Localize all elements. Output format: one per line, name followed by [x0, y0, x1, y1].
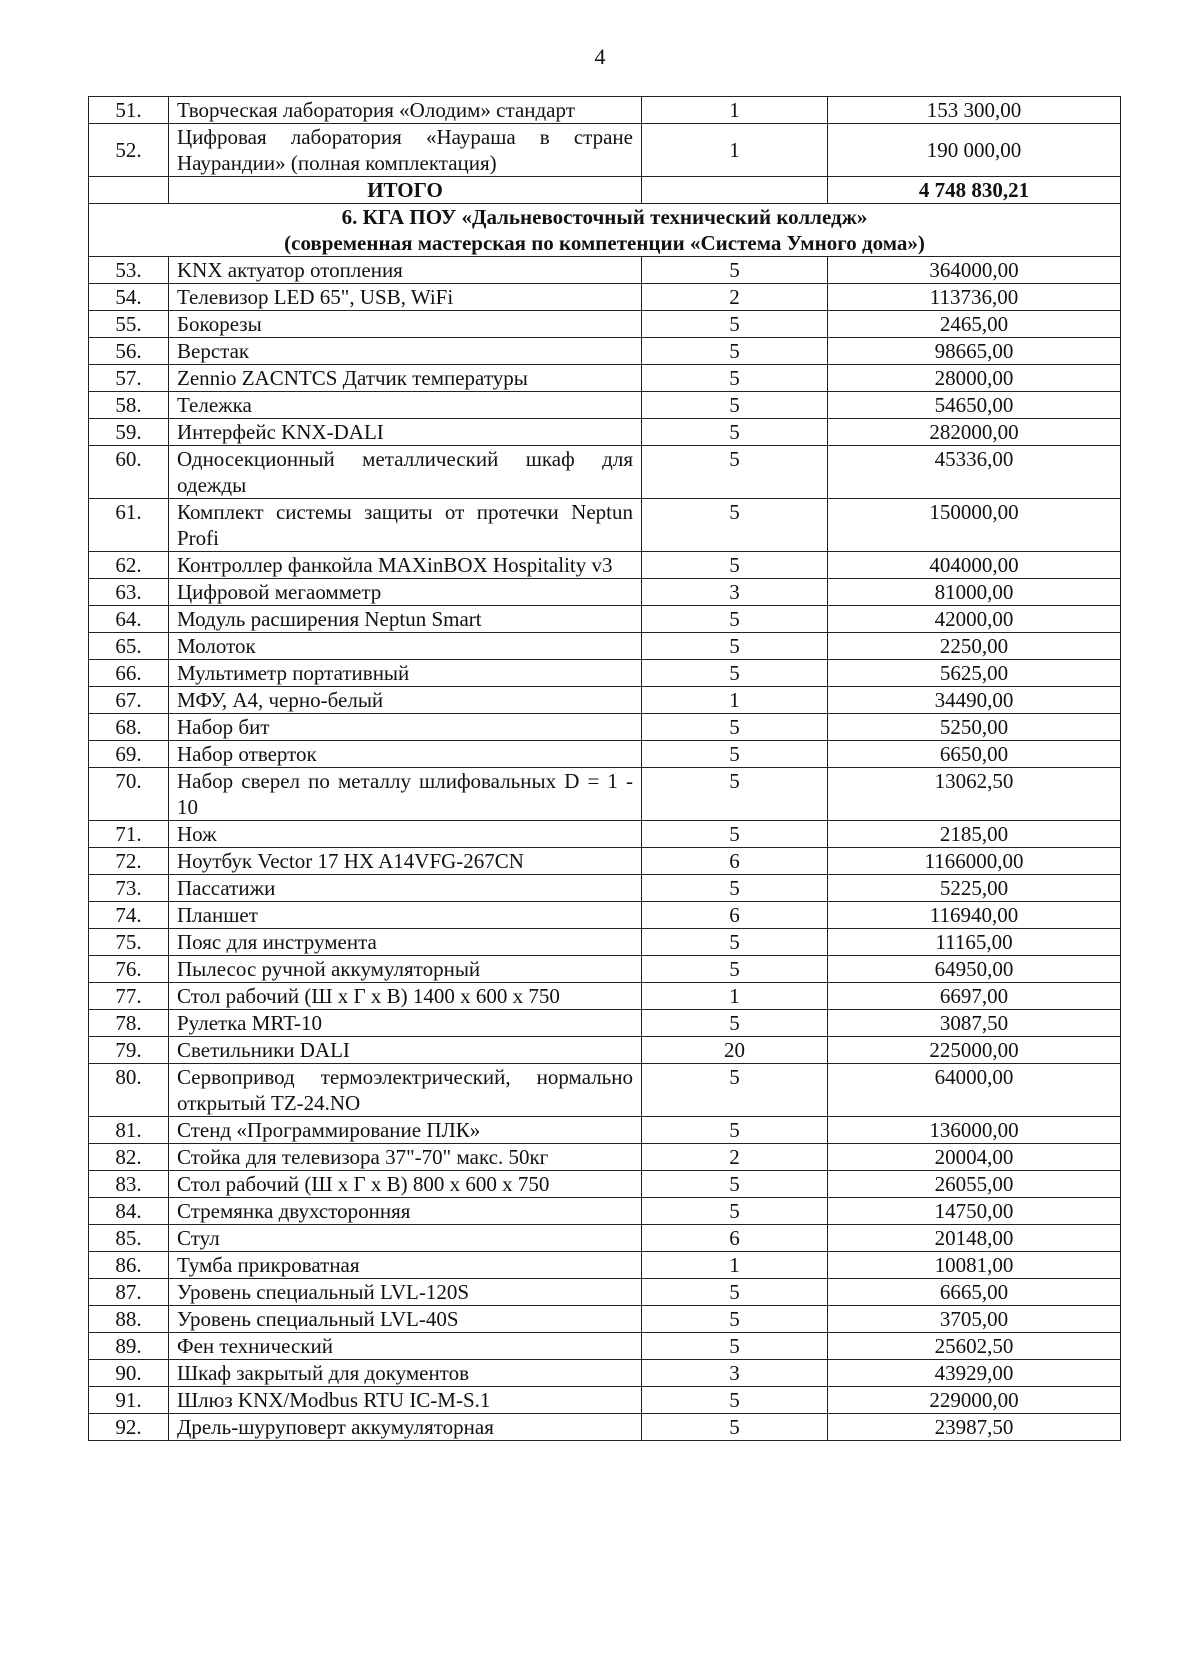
table-body-summary: [89, 177, 1121, 257]
table-row: [89, 902, 1121, 929]
item-quantity: 6: [642, 902, 828, 929]
row-number: 57.: [89, 365, 169, 392]
table-row: [89, 1414, 1121, 1441]
item-quantity: 5: [642, 741, 828, 768]
table-row: [89, 1010, 1121, 1037]
item-name: Цифровая лаборатория «Наураша в стране Наурандии» (полная комплектация): [169, 124, 642, 177]
item-sum: 2250,00: [828, 633, 1121, 660]
item-quantity: 1: [642, 97, 828, 124]
item-name: Шкаф закрытый для документов: [169, 1360, 642, 1387]
row-number: 53.: [89, 257, 169, 284]
item-quantity: 5: [642, 257, 828, 284]
row-number: 85.: [89, 1225, 169, 1252]
item-sum: 45336,00: [828, 446, 1121, 499]
item-sum: 98665,00: [828, 338, 1121, 365]
item-quantity: 5: [642, 821, 828, 848]
table-row: [89, 1198, 1121, 1225]
item-sum: 1166000,00: [828, 848, 1121, 875]
item-name: Цифровой мегаомметр: [169, 579, 642, 606]
row-number: 75.: [89, 929, 169, 956]
item-name: Рулетка MRT-10: [169, 1010, 642, 1037]
item-name: Бокорезы: [169, 311, 642, 338]
item-name: Творческая лаборатория «Олодим» стандарт: [169, 97, 642, 124]
row-number: 60.: [89, 446, 169, 499]
item-sum: 11165,00: [828, 929, 1121, 956]
item-name: Нож: [169, 821, 642, 848]
item-name: Ноутбук Vector 17 HX A14VFG-267CN: [169, 848, 642, 875]
row-number: 58.: [89, 392, 169, 419]
table-row: [89, 284, 1121, 311]
item-sum: 2465,00: [828, 311, 1121, 338]
table-row: [89, 1225, 1121, 1252]
table-row: [89, 1171, 1121, 1198]
section-header: [89, 204, 1121, 257]
item-sum: 116940,00: [828, 902, 1121, 929]
item-quantity: 5: [642, 365, 828, 392]
table-row: [89, 1252, 1121, 1279]
item-sum: 150000,00: [828, 499, 1121, 552]
row-number: 67.: [89, 687, 169, 714]
item-name: Тумба прикроватная: [169, 1252, 642, 1279]
item-quantity: 2: [642, 1144, 828, 1171]
item-name: KNX актуатор отопления: [169, 257, 642, 284]
item-sum: 64950,00: [828, 956, 1121, 983]
item-name: Фен технический: [169, 1333, 642, 1360]
table-row: [89, 1333, 1121, 1360]
item-quantity: 6: [642, 1225, 828, 1252]
item-quantity: 5: [642, 1010, 828, 1037]
total-num-cell: [89, 177, 169, 204]
item-sum: 34490,00: [828, 687, 1121, 714]
row-number: 56.: [89, 338, 169, 365]
row-number: 88.: [89, 1306, 169, 1333]
item-sum: 20004,00: [828, 1144, 1121, 1171]
item-sum: 136000,00: [828, 1117, 1121, 1144]
table-row: [89, 1279, 1121, 1306]
item-name: Пояс для инструмента: [169, 929, 642, 956]
row-number: 64.: [89, 606, 169, 633]
row-number: 70.: [89, 768, 169, 821]
table-row: [89, 848, 1121, 875]
item-sum: 64000,00: [828, 1064, 1121, 1117]
row-number: 82.: [89, 1144, 169, 1171]
item-quantity: 5: [642, 392, 828, 419]
total-qty-cell: [642, 177, 828, 204]
item-name: Односекционный металлический шкаф для одежды: [169, 446, 642, 499]
table-body-top: [89, 97, 1121, 177]
table-row: [89, 1037, 1121, 1064]
item-quantity: 3: [642, 1360, 828, 1387]
item-quantity: 5: [642, 311, 828, 338]
table-row: [89, 579, 1121, 606]
item-name: Пассатижи: [169, 875, 642, 902]
item-quantity: 5: [642, 1333, 828, 1360]
row-number: 55.: [89, 311, 169, 338]
table-row: [89, 124, 1121, 177]
section-header-row: [89, 204, 1121, 257]
item-name: Контроллер фанкойла MAXinBOX Hospitality v3: [169, 552, 642, 579]
table-row: [89, 365, 1121, 392]
item-quantity: 5: [642, 446, 828, 499]
row-number: 71.: [89, 821, 169, 848]
item-name: Комплект системы защиты от протечки Neptun Profi: [169, 499, 642, 552]
row-number: 87.: [89, 1279, 169, 1306]
item-sum: 43929,00: [828, 1360, 1121, 1387]
table-row: [89, 768, 1121, 821]
item-sum: 404000,00: [828, 552, 1121, 579]
table-row: [89, 311, 1121, 338]
row-number: 51.: [89, 97, 169, 124]
item-name: Верстак: [169, 338, 642, 365]
item-name: Модуль расширения Neptun Smart: [169, 606, 642, 633]
item-name: Набор сверел по металлу шлифовальных D = 1 - 10: [169, 768, 642, 821]
table-row: [89, 633, 1121, 660]
item-quantity: 5: [642, 1414, 828, 1441]
table-row: [89, 929, 1121, 956]
item-sum: 28000,00: [828, 365, 1121, 392]
item-quantity: 5: [642, 1171, 828, 1198]
row-number: 86.: [89, 1252, 169, 1279]
row-number: 62.: [89, 552, 169, 579]
item-quantity: 5: [642, 338, 828, 365]
total-sum: 4 748 830,21: [828, 177, 1121, 204]
item-sum: 10081,00: [828, 1252, 1121, 1279]
row-number: 66.: [89, 660, 169, 687]
item-sum: 3087,50: [828, 1010, 1121, 1037]
item-quantity: 5: [642, 875, 828, 902]
table-row: [89, 741, 1121, 768]
item-quantity: 6: [642, 848, 828, 875]
item-quantity: 5: [642, 1064, 828, 1117]
item-quantity: 5: [642, 499, 828, 552]
table-row: [89, 875, 1121, 902]
row-number: 65.: [89, 633, 169, 660]
item-quantity: 5: [642, 419, 828, 446]
item-sum: 26055,00: [828, 1171, 1121, 1198]
item-quantity: 5: [642, 606, 828, 633]
item-name: Пылесос ручной аккумуляторный: [169, 956, 642, 983]
table-row: [89, 956, 1121, 983]
item-quantity: 5: [642, 1117, 828, 1144]
item-sum: 2185,00: [828, 821, 1121, 848]
row-number: 77.: [89, 983, 169, 1010]
row-number: 79.: [89, 1037, 169, 1064]
table-row: [89, 1064, 1121, 1117]
item-sum: 6650,00: [828, 741, 1121, 768]
row-number: 72.: [89, 848, 169, 875]
table-row: [89, 821, 1121, 848]
item-sum: 6697,00: [828, 983, 1121, 1010]
row-number: 54.: [89, 284, 169, 311]
item-sum: 20148,00: [828, 1225, 1121, 1252]
item-name: Стол рабочий (Ш х Г х В) 800 х 600 х 750: [169, 1171, 642, 1198]
row-number: 69.: [89, 741, 169, 768]
row-number: 84.: [89, 1198, 169, 1225]
item-quantity: 5: [642, 660, 828, 687]
item-name: Интерфейс KNX-DALI: [169, 419, 642, 446]
item-sum: 14750,00: [828, 1198, 1121, 1225]
item-sum: 225000,00: [828, 1037, 1121, 1064]
item-name: Стойка для телевизора 37"-70" макс. 50кг: [169, 1144, 642, 1171]
item-sum: 229000,00: [828, 1387, 1121, 1414]
item-sum: 5250,00: [828, 714, 1121, 741]
item-quantity: 5: [642, 1387, 828, 1414]
row-number: 76.: [89, 956, 169, 983]
item-quantity: 5: [642, 768, 828, 821]
item-name: Стол рабочий (Ш х Г х В) 1400 х 600 х 750: [169, 983, 642, 1010]
item-sum: 25602,50: [828, 1333, 1121, 1360]
item-sum: 54650,00: [828, 392, 1121, 419]
section-subtitle: (современная мастерская по компетенции «Система Умного дома»): [284, 231, 925, 255]
item-quantity: 1: [642, 124, 828, 177]
table-row: [89, 419, 1121, 446]
item-name: Мультиметр портативный: [169, 660, 642, 687]
table-row: [89, 1117, 1121, 1144]
item-name: Молоток: [169, 633, 642, 660]
item-sum: 190 000,00: [828, 124, 1121, 177]
item-name: Стул: [169, 1225, 642, 1252]
item-sum: 23987,50: [828, 1414, 1121, 1441]
item-name: Шлюз KNX/Modbus RTU IC-M-S.1: [169, 1387, 642, 1414]
row-number: 63.: [89, 579, 169, 606]
item-name: Сервопривод термоэлектрический, нормально открытый TZ-24.NO: [169, 1064, 642, 1117]
item-sum: 3705,00: [828, 1306, 1121, 1333]
row-number: 78.: [89, 1010, 169, 1037]
item-name: МФУ, А4, черно-белый: [169, 687, 642, 714]
table-row: [89, 97, 1121, 124]
item-quantity: 1: [642, 1252, 828, 1279]
row-number: 61.: [89, 499, 169, 552]
table-row: [89, 1360, 1121, 1387]
item-sum: 153 300,00: [828, 97, 1121, 124]
item-quantity: 5: [642, 552, 828, 579]
row-number: 80.: [89, 1064, 169, 1117]
item-quantity: 3: [642, 579, 828, 606]
table-row: [89, 1387, 1121, 1414]
item-sum: 6665,00: [828, 1279, 1121, 1306]
item-name: Тележка: [169, 392, 642, 419]
item-name: Набор бит: [169, 714, 642, 741]
item-sum: 113736,00: [828, 284, 1121, 311]
total-label: ИТОГО: [169, 177, 642, 204]
item-name: Уровень специальный LVL-40S: [169, 1306, 642, 1333]
row-number: 52.: [89, 124, 169, 177]
total-row: [89, 177, 1121, 204]
table-row: [89, 983, 1121, 1010]
item-quantity: 5: [642, 714, 828, 741]
section-title: 6. КГА ПОУ «Дальневосточный технический колледж»: [341, 205, 868, 229]
table-row: [89, 338, 1121, 365]
item-name: Стенд «Программирование ПЛК»: [169, 1117, 642, 1144]
item-name: Планшет: [169, 902, 642, 929]
item-name: Zennio ZACNTCS Датчик температуры: [169, 365, 642, 392]
row-number: 68.: [89, 714, 169, 741]
table-row: [89, 1306, 1121, 1333]
table-row: [89, 714, 1121, 741]
item-quantity: 5: [642, 1306, 828, 1333]
item-quantity: 20: [642, 1037, 828, 1064]
row-number: 92.: [89, 1414, 169, 1441]
table-row: [89, 606, 1121, 633]
table-row: [89, 552, 1121, 579]
row-number: 91.: [89, 1387, 169, 1414]
item-sum: 13062,50: [828, 768, 1121, 821]
item-quantity: 5: [642, 1279, 828, 1306]
table-body-main: [89, 257, 1121, 1441]
row-number: 83.: [89, 1171, 169, 1198]
table-row: [89, 660, 1121, 687]
item-name: Светильники DALI: [169, 1037, 642, 1064]
item-name: Стремянка двухсторонняя: [169, 1198, 642, 1225]
table-row: [89, 392, 1121, 419]
item-quantity: 1: [642, 983, 828, 1010]
table-row: [89, 687, 1121, 714]
table-row: [89, 257, 1121, 284]
item-quantity: 1: [642, 687, 828, 714]
equipment-table: [88, 96, 1121, 1441]
page-number: 4: [594, 44, 606, 69]
item-sum: 81000,00: [828, 579, 1121, 606]
row-number: 74.: [89, 902, 169, 929]
item-name: Уровень специальный LVL-120S: [169, 1279, 642, 1306]
table-row: [89, 499, 1121, 552]
item-quantity: 2: [642, 284, 828, 311]
row-number: 73.: [89, 875, 169, 902]
item-quantity: 5: [642, 1198, 828, 1225]
item-sum: 5225,00: [828, 875, 1121, 902]
item-sum: 42000,00: [828, 606, 1121, 633]
item-quantity: 5: [642, 956, 828, 983]
row-number: 81.: [89, 1117, 169, 1144]
item-name: Дрель-шуруповерт аккумуляторная: [169, 1414, 642, 1441]
row-number: 90.: [89, 1360, 169, 1387]
row-number: 89.: [89, 1333, 169, 1360]
item-name: Набор отверток: [169, 741, 642, 768]
table-row: [89, 1144, 1121, 1171]
row-number: 59.: [89, 419, 169, 446]
item-quantity: 5: [642, 929, 828, 956]
item-name: Телевизор LED 65", USB, WiFi: [169, 284, 642, 311]
item-sum: 5625,00: [828, 660, 1121, 687]
item-sum: 282000,00: [828, 419, 1121, 446]
table-row: [89, 446, 1121, 499]
item-quantity: 5: [642, 633, 828, 660]
item-sum: 364000,00: [828, 257, 1121, 284]
